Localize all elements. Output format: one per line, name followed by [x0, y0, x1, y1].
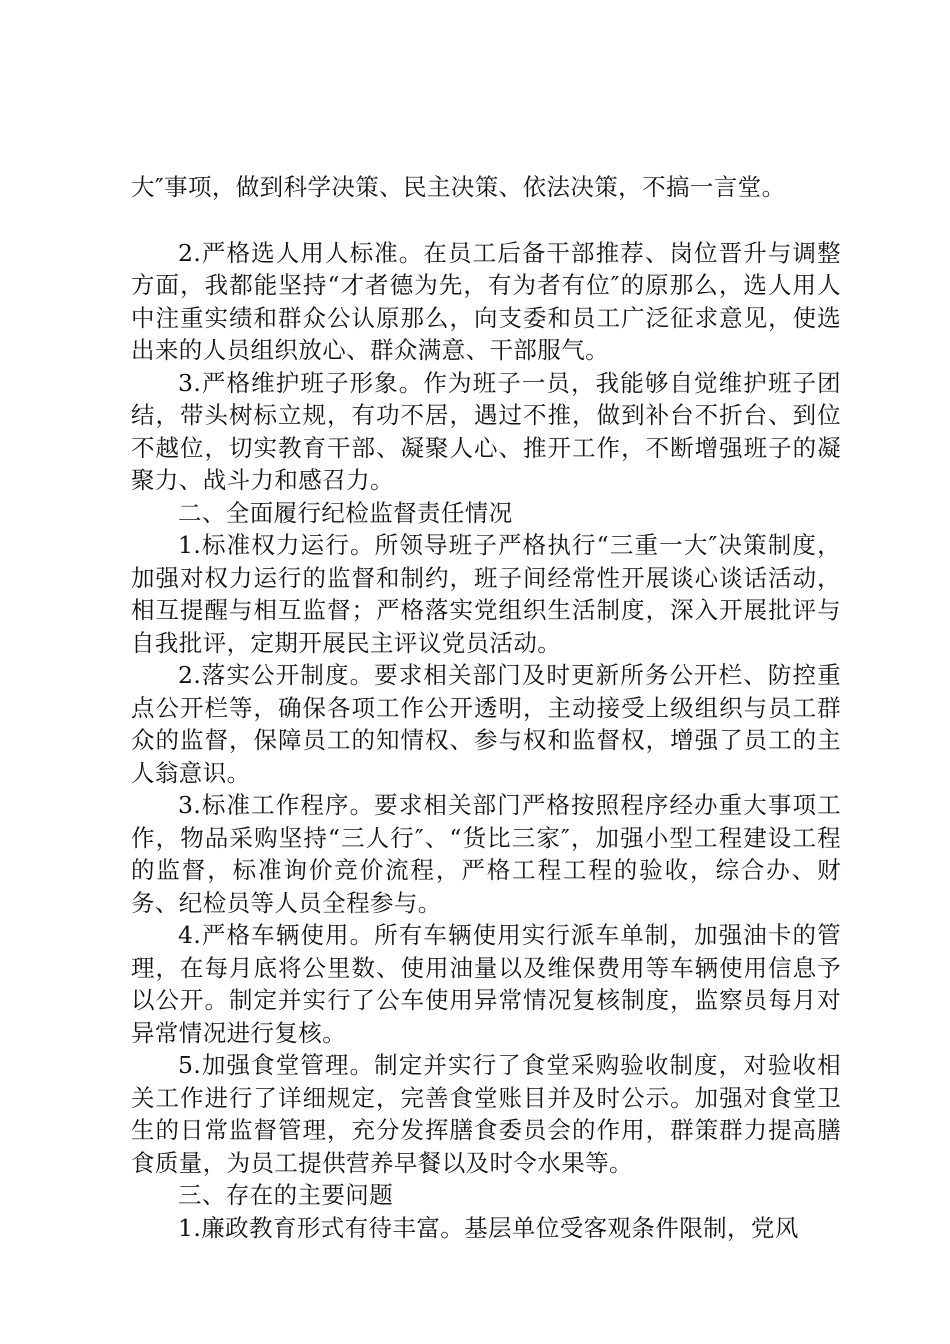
paragraph-gap [131, 204, 841, 237]
document-page [131, 171, 841, 1244]
section-heading-3: 三、存在的主要问题 [178, 1181, 394, 1209]
paragraph-selection-standard: 2.严格选人用人标准。在员工后备干部推荐、岗位晋升与调整方面，我都能坚持“才者德为先，有为者有位″的原那么，选人用人中注重实绩和群众公认原那么，向支委和员工广泛征求意见，使选出来的人员组织放心、群众满意、干部服气。 [131, 238, 841, 364]
paragraph-disclosure-system: 2.落实公开制度。要求相关部门及时更新所务公开栏、防控重点公开栏等，确保各项工作公开透明，主动接受上级组织与员工群众的监督，保障员工的知情权、参与权和监督权，增强了员工的主人翁意识。 [131, 661, 841, 787]
paragraph-work-procedure: 3.标准工作程序。要求相关部门严格按照程序经办重大事项工作，物品采购坚持“三人行″、“货比三家″，加强小型工程建设工程的监督，标准询价竞价流程，严格工程工程的验收，综合办、财务、纪检员等人员全程参与。 [131, 791, 841, 917]
paragraph-education-form: 1.廉政教育形式有待丰富。基层单位受客观条件限制，党风 [178, 1213, 799, 1242]
section-heading-2: 二、全面履行纪检监督责任情况 [178, 498, 513, 527]
paragraph-power-operation: 1.标准权力运行。所领导班子严格执行“三重一大″决策制度，加强对权力运行的监督和制约，班子间经常性开展谈心谈话活动，相互提醒与相互监督；严格落实党组织生活制度，深入开展批评与自我批评，定期开展民主评议党员活动。 [131, 531, 841, 657]
paragraph-canteen-management: 5.加强食堂管理。制定并实行了食堂采购验收制度，对验收相关工作进行了详细规定，完善食堂账目并及时公示。加强对食堂卫生的日常监督管理，充分发挥膳食委员会的作用，群策群力提高膳食质量，为员工提供营养早餐以及时令水果等。 [131, 1051, 841, 1177]
paragraph-vehicle-use: 4.严格车辆使用。所有车辆使用实行派车单制，加强油卡的管理，在每月底将公里数、使用油量以及维保费用等车辆使用信息予以公开。制定并实行了公车使用异常情况复核制度，监察员每月对异常情况进行复核。 [131, 921, 841, 1047]
paragraph-continuation: 大″事项，做到科学决策、民主决策、依法决策，不搞一言堂。 [131, 173, 786, 201]
paragraph-team-image: 3.严格维护班子形象。作为班子一员，我能够自觉维护班子团结，带头树标立规，有功不居，遇过不推，做到补台不折台、到位不越位，切实教育干部、凝聚人心、推开工作，不断增强班子的凝聚力、战斗力和感召力。 [131, 368, 841, 494]
